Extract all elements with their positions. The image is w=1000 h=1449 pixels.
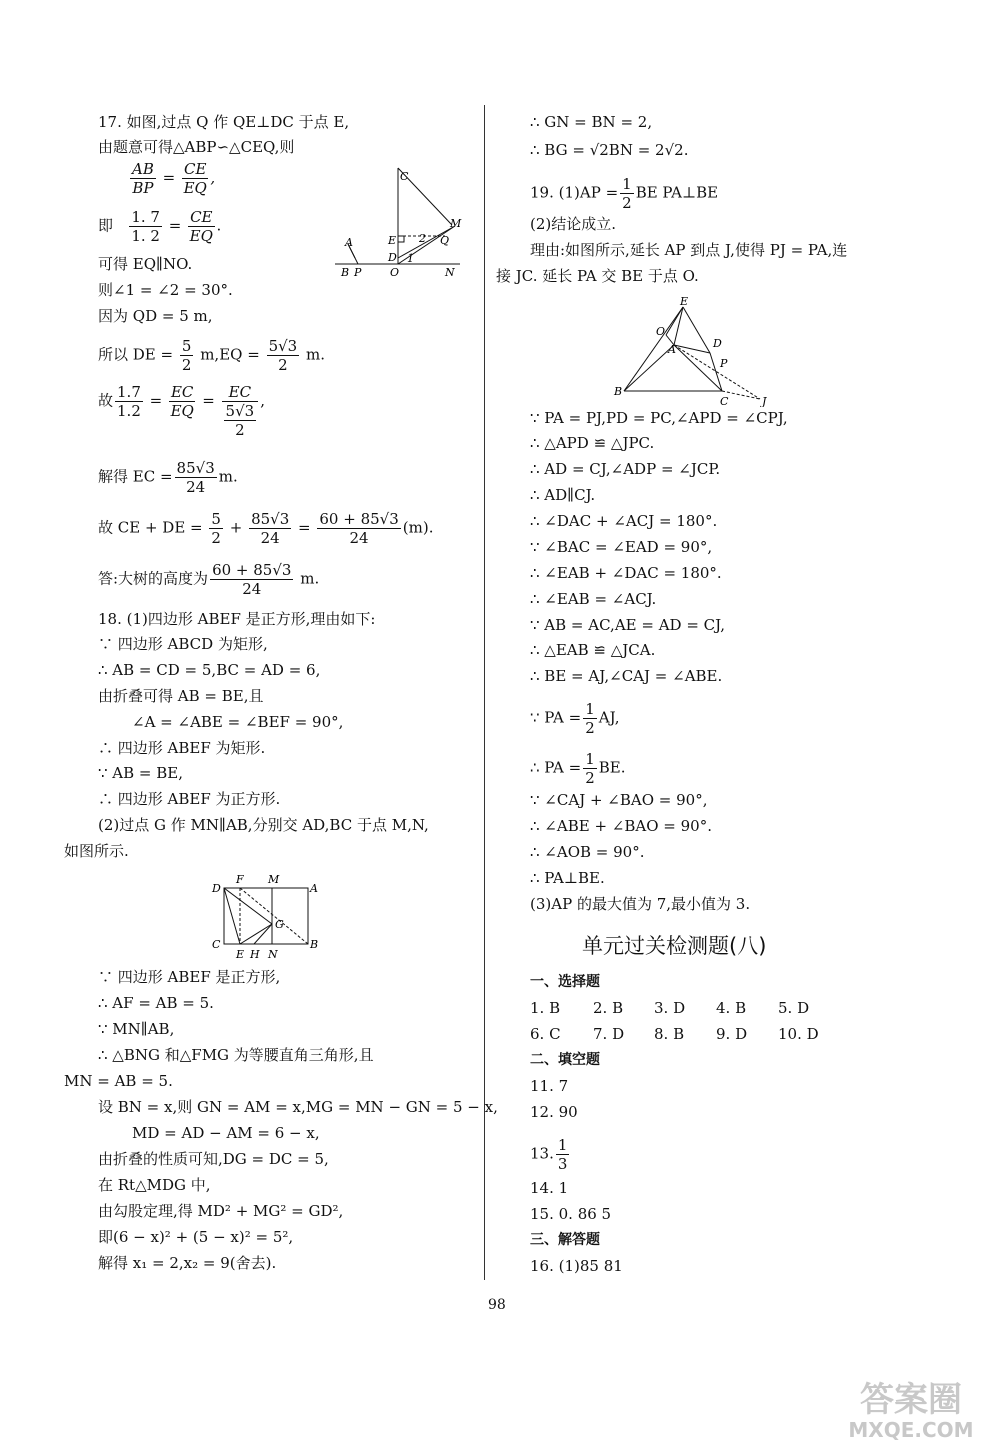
equation: ∴ PA = $\frac{1}{2}$ BE. xyxy=(530,750,626,787)
equation: 19. (1)AP = $\frac{1}{2}$ BE PA⊥BE xyxy=(530,175,719,212)
fig3-label-A: A xyxy=(668,343,676,356)
fig1-label-C: C xyxy=(400,170,409,183)
fig1-label-B: B xyxy=(341,266,350,279)
equation: $\frac{AB}{BP}$ = $\frac{CE}{EQ}$ , xyxy=(132,160,216,197)
fig3-label-J: J xyxy=(762,395,767,407)
fig2-label-C: C xyxy=(212,938,221,951)
figure-folded-rectangle xyxy=(210,870,320,962)
text-line: ∵ AB = AC,AE = AD = CJ, xyxy=(530,616,726,634)
fig2-label-M: M xyxy=(268,873,280,886)
answer-item: 9. D xyxy=(716,1025,748,1043)
figure-triangles xyxy=(610,295,785,407)
text-line: ∴ △BNG 和△FMG 为等腰直角三角形,且 xyxy=(98,1046,374,1064)
text-line: 由题意可得△ABP∽△CEQ,则 xyxy=(98,138,295,156)
text-line: 接 JC. 延长 PA 交 BE 于点 O. xyxy=(496,267,699,285)
fig1-label-A: A xyxy=(345,236,353,249)
fig3-label-D: D xyxy=(713,337,722,350)
text-line: ∴ AD∥CJ. xyxy=(530,486,596,504)
text-line: MD = AD − AM = 6 − x, xyxy=(132,1124,320,1142)
text-line: (2)过点 G 作 MN∥AB,分别交 AD,BC 于点 M,N, xyxy=(98,816,429,834)
text-line: ∴ BE = AJ,∠CAJ = ∠ABE. xyxy=(530,667,723,685)
fig1-label-M: M xyxy=(450,217,462,230)
text-line: ∴ 四边形 ABEF 为正方形. xyxy=(98,790,281,808)
text-line: 因为 QD = 5 m, xyxy=(98,307,213,325)
answer-item: 7. D xyxy=(593,1025,625,1043)
text-line: ∵ PA = PJ,PD = PC,∠APD = ∠CPJ, xyxy=(530,409,788,427)
equation: 答:大树的高度为 $\frac{60 + 85√3}{24}$ m. xyxy=(98,561,320,598)
text-line: ∴ ∠EAB + ∠DAC = 180°. xyxy=(530,564,722,582)
fig2-label-G: G xyxy=(275,918,284,931)
text-line: (3)AP 的最大值为 7,最小值为 3. xyxy=(530,895,751,913)
text-line: (2)结论成立. xyxy=(530,215,617,233)
answer-item: 14. 1 xyxy=(530,1179,569,1197)
text-line: ∴ △EAB ≌ △JCA. xyxy=(530,641,656,659)
fig2-label-N: N xyxy=(268,948,278,961)
fig1-label-E: E xyxy=(388,234,397,247)
fig2-label-F: F xyxy=(236,873,244,886)
figure-tree-mirror xyxy=(335,162,465,282)
answer-item: 2. B xyxy=(593,999,624,1017)
text-line: 如图所示. xyxy=(64,842,129,860)
text-line: ∴ AB = CD = 5,BC = AD = 6, xyxy=(98,661,321,679)
equation: 故 $\frac{1.7}{1.2}$ = $\frac{EC}{EQ}$ = $\frac{EC}{\frac{5√3}{2}}$ , xyxy=(98,383,265,439)
text-line: 18. (1)四边形 ABEF 是正方形,理由如下: xyxy=(98,610,376,628)
fig1-label-2: 2 xyxy=(419,232,426,245)
fig3-label-B: B xyxy=(614,385,623,398)
fig2-label-D: D xyxy=(212,882,221,895)
equation: ∵ PA = $\frac{1}{2}$ AJ, xyxy=(530,700,620,737)
fig1-label-D: D xyxy=(388,251,397,264)
fig2-label-B: B xyxy=(310,938,319,951)
text-line: ∴ ∠EAB = ∠ACJ. xyxy=(530,590,657,608)
section-heading: 单元过关检测题(八) xyxy=(582,934,767,958)
answer-item: 15. 0. 86 5 xyxy=(530,1205,612,1223)
text-line: 由勾股定理,得 MD² + MG² = GD², xyxy=(98,1202,344,1220)
fig3-label-C: C xyxy=(720,395,729,407)
text-line: ∴ ∠ABE + ∠BAO = 90°. xyxy=(530,817,712,835)
answer-item: 3. D xyxy=(654,999,686,1017)
text-line: 解得 x₁ = 2,x₂ = 9(舍去). xyxy=(98,1254,277,1272)
fig1-label-1: 1 xyxy=(407,252,414,265)
text-line: 设 BN = x,则 GN = AM = x,MG = MN − GN = 5 − x, xyxy=(98,1098,498,1116)
fig2-label-A: A xyxy=(310,882,318,895)
answer-item: 12. 90 xyxy=(530,1103,578,1121)
text-line: ∵ 四边形 ABCD 为矩形, xyxy=(98,635,268,653)
fig1-label-N: N xyxy=(445,266,455,279)
answer-item: 8. B xyxy=(654,1025,685,1043)
text-line: ∴ 四边形 ABEF 为矩形. xyxy=(98,739,266,757)
text-line: ∵ ∠CAJ + ∠BAO = 90°, xyxy=(530,791,708,809)
text-line: ∵ ∠BAC = ∠EAD = 90°, xyxy=(530,538,713,556)
equation: 故 CE + DE = $\frac{5}{2}$ + $\frac{85√3}{24}$ = $\frac{60 + 85√3}{24}$ (m). xyxy=(98,510,434,547)
fig1-label-Q: Q xyxy=(440,234,450,247)
text-line: 即(6 − x)² + (5 − x)² = 5², xyxy=(98,1228,294,1246)
text-line: 由折叠可得 AB = BE,且 xyxy=(98,687,264,705)
svg-text:MXQE.COM: MXQE.COM xyxy=(848,1418,974,1442)
text-line: ∴ ∠DAC + ∠ACJ = 180°. xyxy=(530,512,718,530)
page-number: 98 xyxy=(488,1297,506,1313)
text-line: MN = AB = 5. xyxy=(64,1072,173,1090)
text-line: 则∠1 = ∠2 = 30°. xyxy=(98,281,233,299)
text-line: ∵ MN∥AB, xyxy=(98,1020,175,1038)
fig2-label-H: H xyxy=(250,948,260,961)
text-line: 可得 EQ∥NO. xyxy=(98,255,193,273)
text-line: ∴ ∠AOB = 90°. xyxy=(530,843,645,861)
answer-item: 1. B xyxy=(530,999,561,1017)
text-line: ∴ GN = BN = 2, xyxy=(530,113,653,131)
text-line: ∴ AF = AB = 5. xyxy=(98,994,214,1012)
watermark-logo xyxy=(836,1373,986,1443)
text-line: ∵ AB = BE, xyxy=(98,764,184,782)
fig3-label-P: P xyxy=(720,357,728,370)
answer-item: 10. D xyxy=(778,1025,819,1043)
text-line: ∴ AD = CJ,∠ADP = ∠JCP. xyxy=(530,460,721,478)
text-line: 由折叠的性质可知,DG = DC = 5, xyxy=(98,1150,329,1168)
fig2-label-E: E xyxy=(236,948,245,961)
subsection-title: 一、选择题 xyxy=(530,974,600,990)
equation: 解得 EC = $\frac{85√3}{24}$ m. xyxy=(98,459,238,496)
equation: 所以 DE = $\frac{5}{2}$ m,EQ = $\frac{5√3}{2}$ m. xyxy=(98,337,325,374)
answer-item: 11. 7 xyxy=(530,1077,569,1095)
text-line: 在 Rt△MDG 中, xyxy=(98,1176,211,1194)
svg-text:答案圈: 答案圈 xyxy=(860,1380,962,1420)
subsection-title: 三、解答题 xyxy=(530,1232,600,1248)
subsection-title: 二、填空题 xyxy=(530,1052,600,1068)
fig1-label-O: O xyxy=(390,266,400,279)
text-line: ∵ 四边形 ABEF 是正方形, xyxy=(98,968,281,986)
fig3-label-E: E xyxy=(680,295,689,308)
text-line: ∴ PA⊥BE. xyxy=(530,869,605,887)
text-line: 17. 如图,过点 Q 作 QE⊥DC 于点 E, xyxy=(98,113,350,131)
fig1-label-P: P xyxy=(354,266,362,279)
answer-item: 4. B xyxy=(716,999,747,1017)
answer-item: 5. D xyxy=(778,999,810,1017)
text-line: 理由:如图所示,延长 AP 到点 J,使得 PJ = PA,连 xyxy=(530,241,848,259)
answer-item: 16. (1)85 81 xyxy=(530,1257,623,1275)
equation: 即 $\frac{1. 7}{1. 2}$ = $\frac{CE}{EQ}$ . xyxy=(98,208,222,245)
fig3-label-O: O xyxy=(656,325,666,338)
text-line: ∴ BG = √2BN = 2√2. xyxy=(530,141,689,159)
text-line: ∴ △APD ≌ △JPC. xyxy=(530,434,655,452)
answer-item: 13. $\frac{1}{3}$ xyxy=(530,1136,568,1173)
answer-item: 6. C xyxy=(530,1025,561,1043)
text-line: ∠A = ∠ABE = ∠BEF = 90°, xyxy=(132,713,344,731)
